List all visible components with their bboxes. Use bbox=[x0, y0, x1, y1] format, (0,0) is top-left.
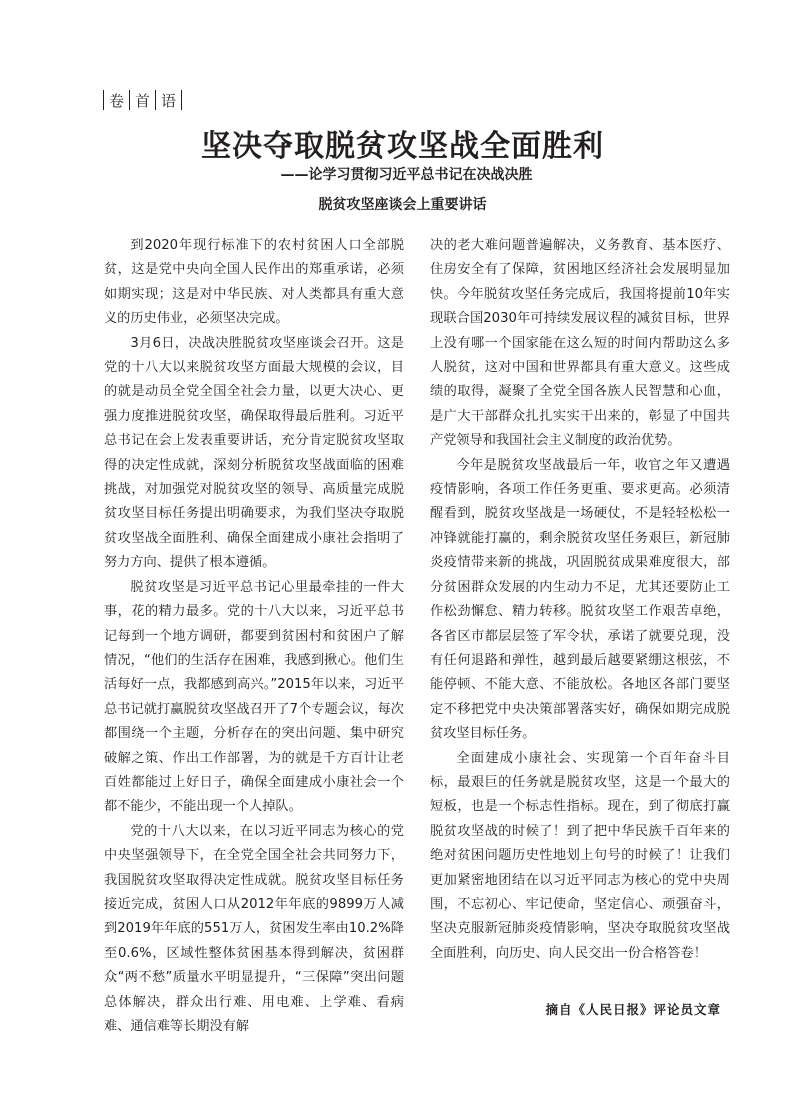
subtitle-line-1: ——论学习贯彻习近平总书记在决战决胜 bbox=[280, 167, 533, 183]
column-tag-char: 首 bbox=[135, 91, 151, 110]
body-paragraph: 全面建成小康社会、实现第一个百年奋斗目标，最艰巨的任务就是脱贫攻坚，这是一个最大的短板，也是一个标志性指标。现在，到了彻底打赢脱贫攻坚战的时候了！到了把中华民族千百年来的绝对贫困问题历史性地划上句号的时候了！让我们更加紧密地团结在以习近平同志为核心的党中央周围，不忘初心、牢记使命，坚定信心、顽强奋斗，坚决克服新冠肺炎疫情影响，坚决夺取脱贫攻坚战全面胜利，向历史、向人民交出一份合格答卷！ bbox=[430, 750, 730, 961]
divider bbox=[181, 90, 182, 110]
body-paragraph: 今年是脱贫攻坚战最后一年，收官之年又遭遇疫情影响，各项工作任务更重、要求更高。必须清醒看到，脱贫攻坚战是一场硬仗，不是轻轻松松一冲锋就能打赢的，剩余脱贫攻坚任务艰巨，新冠肺炎疫情带来新的挑战，巩固脱贫成果难度很大，部分贫困群众发展的内生动力不足，尤其还要防止工作松劲懈怠、精力转移。脱贫攻坚工作艰苦卓绝，各省区市都层层签了军令状，承诺了就要兑现，没有任何退路和弹性，越到最后越要紧绷这根弦，不能停顿、不能大意、不能放松。各地区各部门要坚定不移把党中央决策部署落实好，确保如期完成脱贫攻坚目标任务。 bbox=[430, 457, 730, 742]
body-column-right bbox=[430, 234, 730, 966]
article-title: 坚决夺取脱贫攻坚战全面胜利 bbox=[201, 129, 604, 164]
body-paragraph: 党的十八大以来，在以习近平同志为核心的党中央坚强领导下，在全党全国全社会共同努力下，我国脱贫攻坚取得决定性成就。脱贫攻坚目标任务接近完成，贫困人口从2012年年底的9899万人减到2019年年底的551万人，贫困发生率由10.2%降至0.6%，区域性整体贫困基本得到解决，贫困群众“两不愁”质量水平明显提升，“三保障”突出问题总体解决，群众出行难、用电难、上学难、看病难、通信难等长期没有解 bbox=[104, 823, 404, 1034]
source-attribution: 摘自《人民日报》评论员文章 bbox=[545, 1002, 721, 1017]
divider bbox=[129, 90, 130, 110]
article-subtitle bbox=[0, 162, 805, 218]
subtitle-line-2: 脱贫攻坚座谈会上重要讲话 bbox=[318, 197, 487, 213]
column-tag-char: 卷 bbox=[109, 91, 125, 110]
body-paragraph-continued: 决的老大难问题普遍解决，义务教育、基本医疗、住房安全有了保障，贫困地区经济社会发展明显加快。今年脱贫攻坚任务完成后，我国将提前10年实现联合国2030年可持续发展议程的减贫目标，世界上没有哪一个国家能在这么短的时间内帮助这么多人脱贫，这对中国和世界都具有重大意义。这些成绩的取得，凝聚了全党全国各族人民智慧和心血，是广大干部群众扎扎实实干出来的，彰显了中国共产党领导和我国社会主义制度的政治优势。 bbox=[430, 238, 730, 449]
column-tag-char: 语 bbox=[161, 91, 177, 110]
divider bbox=[155, 90, 156, 110]
body-paragraph: 脱贫攻坚是习近平总书记心里最牵挂的一件大事，花的精力最多。党的十八大以来，习近平总书记每到一个地方调研，都要到贫困村和贫困户了解情况，“他们的生活存在困难，我感到揪心。他们生活每好一点，我都感到高兴。”2015年以来，习近平总书记就打赢脱贫攻坚战召开了7个专题会议，每次都围绕一个主题，分析存在的突出问题、集中研究破解之策、作出工作部署，为的就是千方百计让老百姓都能过上好日子，确保全面建成小康社会一个都不能少，不能出现一个人掉队。 bbox=[104, 579, 404, 815]
body-column-left bbox=[104, 234, 404, 1039]
column-tag bbox=[100, 88, 185, 112]
body-paragraph: 到2020年现行标准下的农村贫困人口全部脱贫，这是党中央向全国人民作出的郑重承诺，必须如期实现；这是对中华民族、对人类都具有重大意义的历史伟业，必须坚决完成。 bbox=[104, 238, 404, 327]
divider bbox=[103, 90, 104, 110]
body-paragraph: 3月6日，决战决胜脱贫攻坚座谈会召开。这是党的十八大以来脱贫攻坚方面最大规模的会议，目的就是动员全党全国全社会力量，以更大决心、更强力度推进脱贫攻坚，确保取得最后胜利。习近平总书记在会上发表重要讲话，充分肯定脱贫攻坚取得的决定性成就，深刻分析脱贫攻坚战面临的困难挑战，对加强党对脱贫攻坚的领导、高质量完成脱贫攻坚目标任务提出明确要求，为我们坚决夺取脱贫攻坚战全面胜利、确保全面建成小康社会指明了努力方向、提供了根本遵循。 bbox=[104, 335, 404, 571]
